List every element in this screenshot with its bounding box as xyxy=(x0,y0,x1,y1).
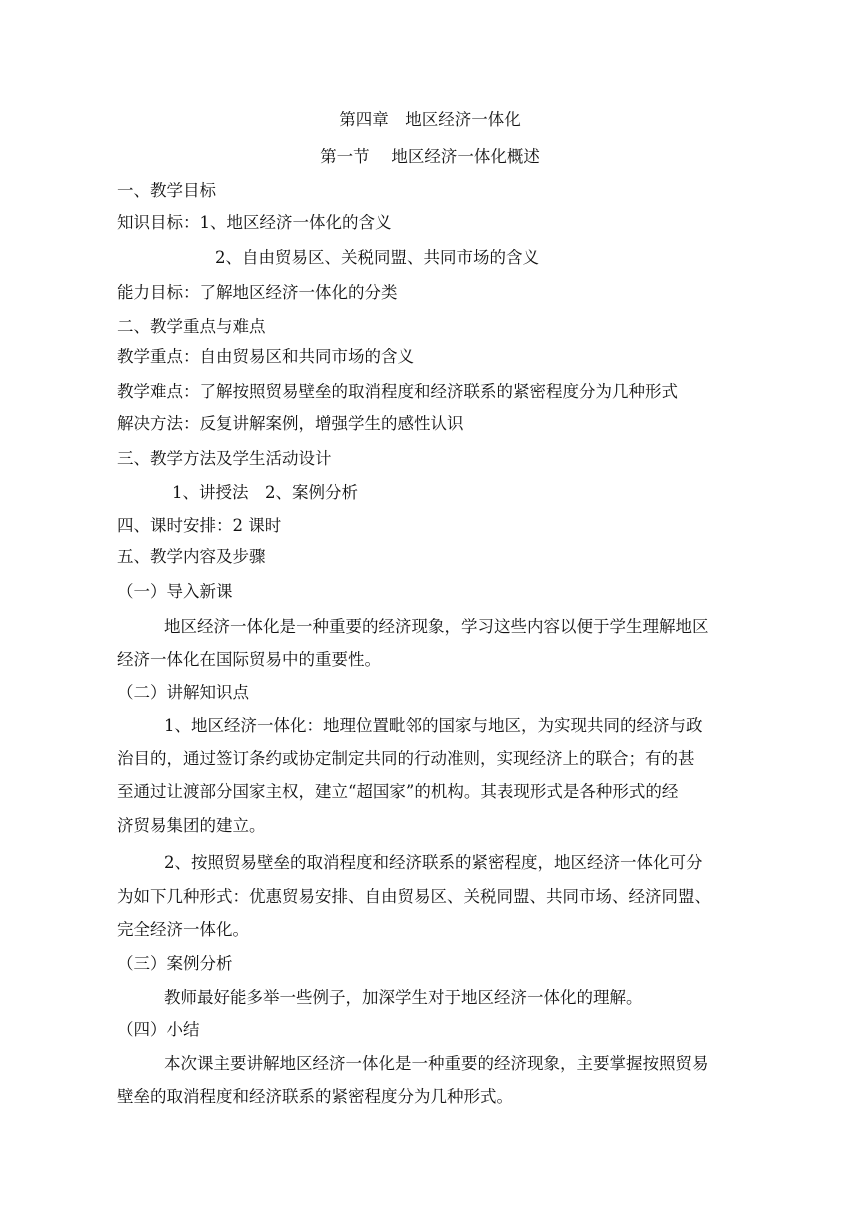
paragraph-line: 治目的，通过签订条约或协定制定共同的行动准则，实现经济上的联合；有的甚 xyxy=(117,749,695,768)
paragraph-line: 壁垒的取消程度和经济联系的紧密程度分为几种形式。 xyxy=(117,1087,513,1106)
paragraph-line: 至通过让渡部分国家主权，建立“超国家”的机构。其表现形式是各种形式的经 xyxy=(117,782,679,801)
knowledge-goal-1: 知识目标：1、地区经济一体化的含义 xyxy=(117,213,392,232)
subsection-intro-title: （一）导入新课 xyxy=(117,582,233,601)
difficulty: 教学难点：了解按照贸易壁垒的取消程度和经济联系的紧密程度分为几种形式 xyxy=(117,382,678,401)
paragraph-line: 为如下几种形式：优惠贸易安排、自由贸易区、关税同盟、共同市场、经济同盟、 xyxy=(117,887,711,906)
heading-key-points: 二、教学重点与难点 xyxy=(117,317,266,336)
chapter-title: 第四章 地区经济一体化 xyxy=(339,110,521,129)
subsection-case-title: （三）案例分析 xyxy=(117,954,233,973)
paragraph-line: 经济一体化在国际贸易中的重要性。 xyxy=(117,650,381,669)
heading-teaching-goals: 一、教学目标 xyxy=(117,181,216,200)
section-title: 第一节 地区经济一体化概述 xyxy=(320,147,540,166)
subsection-summary-title: （四）小结 xyxy=(117,1020,200,1039)
heading-methods: 三、教学方法及学生活动设计 xyxy=(117,449,332,468)
heading-content-steps: 五、教学内容及步骤 xyxy=(117,547,266,566)
paragraph-line: 教师最好能多举一些例子，加深学生对于地区经济一体化的理解。 xyxy=(164,988,643,1007)
paragraph-line: 地区经济一体化是一种重要的经济现象，学习这些内容以便于学生理解地区 xyxy=(164,617,709,636)
knowledge-goal-2: 2、自由贸易区、关税同盟、共同市场的含义 xyxy=(215,248,539,267)
paragraph-line: 济贸易集团的建立。 xyxy=(117,816,266,835)
ability-goal: 能力目标：了解地区经济一体化的分类 xyxy=(117,283,398,302)
paragraph-line: 2、按照贸易壁垒的取消程度和经济联系的紧密程度，地区经济一体化可分 xyxy=(164,853,703,872)
paragraph-line: 1、地区经济一体化：地理位置毗邻的国家与地区，为实现共同的经济与政 xyxy=(164,716,703,735)
solution: 解决方法：反复讲解案例，增强学生的感性认识 xyxy=(117,414,464,433)
heading-schedule: 四、课时安排：2 课时 xyxy=(117,516,282,535)
methods: 1、讲授法 2、案例分析 xyxy=(172,483,358,502)
key-point: 教学重点：自由贸易区和共同市场的含义 xyxy=(117,347,414,366)
subsection-knowledge-title: （二）讲解知识点 xyxy=(117,683,249,702)
paragraph-line: 完全经济一体化。 xyxy=(117,920,249,939)
paragraph-line: 本次课主要讲解地区经济一体化是一种重要的经济现象，主要掌握按照贸易 xyxy=(164,1054,709,1073)
